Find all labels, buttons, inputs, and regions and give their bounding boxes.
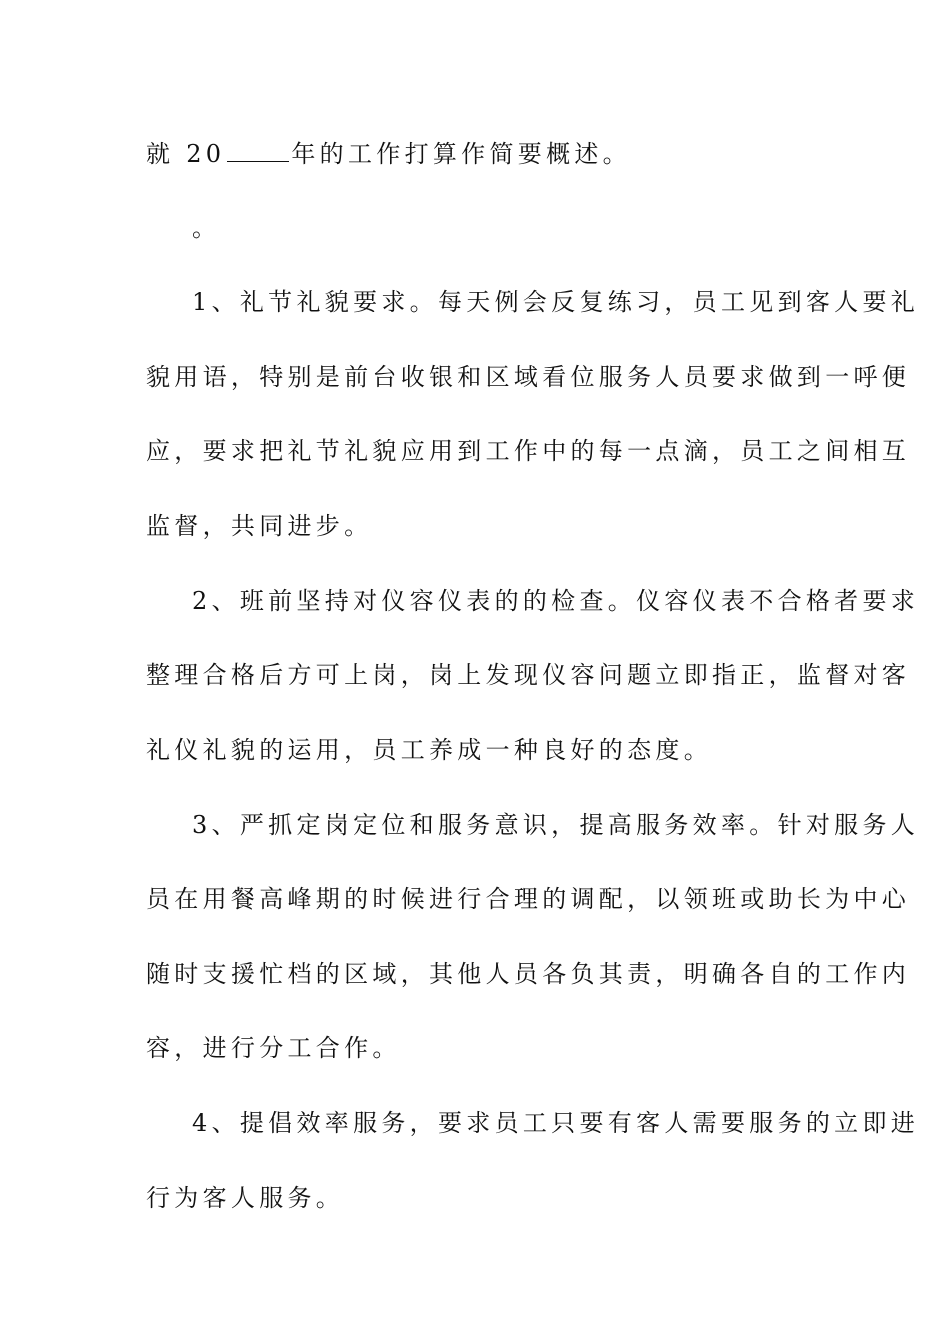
paragraph-1-line-3: 应，要求把礼节礼貌应用到工作中的每一点滴，员工之间相互 xyxy=(146,437,911,465)
paragraph-1-line-1: 1、礼节礼貌要求。每天例会反复练习，员工见到客人要礼 xyxy=(192,288,920,316)
paragraph-3-line-3: 随时支援忙档的区域，其他人员各负其责，明确各自的工作内 xyxy=(146,960,911,988)
paragraph-4-line-2: 行为客人服务。 xyxy=(146,1184,345,1212)
text-intro-post: 年的工作打算作简要概述。 xyxy=(291,140,631,168)
paragraph-3-line-1: 3、严抓定岗定位和服务意识，提高服务效率。针对服务人 xyxy=(192,811,920,839)
paragraph-1-line-2: 貌用语，特别是前台收银和区域看位服务人员要求做到一呼便 xyxy=(146,363,911,391)
paragraph-3-line-2: 员在用餐高峰期的时候进行合理的调配，以领班或助长为中心 xyxy=(146,885,911,913)
text-intro-pre: 就 20 xyxy=(146,140,226,168)
paragraph-4-line-1: 4、提倡效率服务，要求员工只要有客人需要服务的立即进 xyxy=(192,1109,920,1137)
paragraph-2-line-1: 2、班前坚持对仪容仪表的的检查。仪容仪表不合格者要求 xyxy=(192,587,920,615)
text-line-intro xyxy=(146,139,806,169)
paragraph-3-line-4: 容，进行分工合作。 xyxy=(146,1034,401,1062)
fill-in-blank xyxy=(227,139,289,162)
paragraph-2-line-3: 礼仪礼貌的运用，员工养成一种良好的态度。 xyxy=(146,736,712,764)
paragraph-2-line-2: 整理合格后方可上岗，岗上发现仪容问题立即指正，监督对客 xyxy=(146,661,911,689)
paragraph-1-line-4: 监督，共同进步。 xyxy=(146,512,373,540)
text-line: 。 xyxy=(192,214,221,242)
